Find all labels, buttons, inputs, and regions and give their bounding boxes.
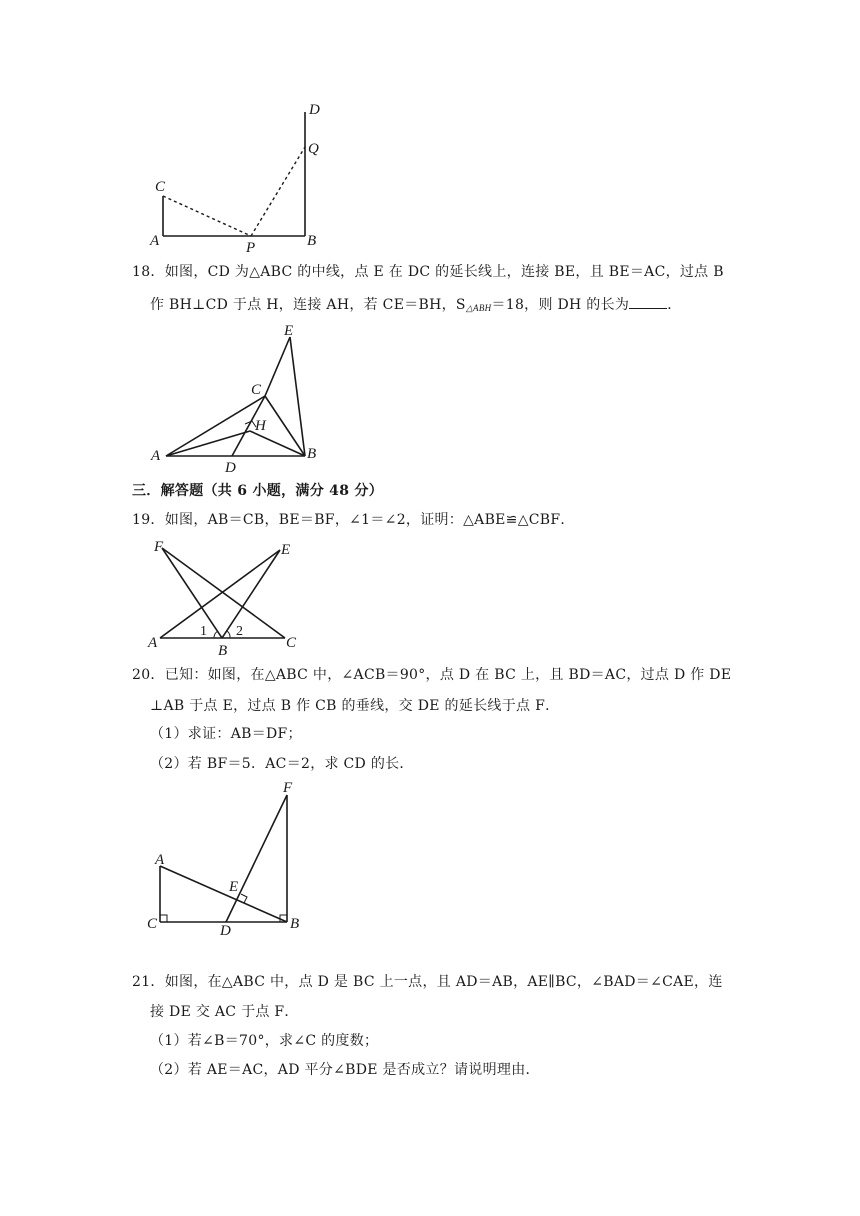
label-e: E bbox=[281, 542, 291, 558]
figure-q20 bbox=[140, 778, 315, 942]
q21-line4: （2）若 AE＝AC，AD 平分∠BDE 是否成立？请说明理由． bbox=[150, 1062, 540, 1078]
label-e: E bbox=[284, 323, 294, 339]
label-a: A bbox=[155, 852, 165, 868]
answer-blank bbox=[629, 294, 667, 309]
label-angle-1: 1 bbox=[200, 624, 207, 639]
segment-df bbox=[226, 795, 287, 922]
section-heading: 三．解答题（共 6 小题，满分 48 分） bbox=[132, 483, 384, 499]
label-a: A bbox=[150, 233, 160, 249]
label-f: F bbox=[154, 539, 164, 555]
q18-line2-end: ． bbox=[667, 297, 682, 313]
q21-line3: （1）若∠B＝70°，求∠C 的度数； bbox=[150, 1033, 379, 1049]
label-a: A bbox=[151, 448, 161, 464]
segment-eb bbox=[222, 550, 280, 638]
figure-q19-svg bbox=[140, 535, 315, 659]
segment-ae bbox=[160, 550, 280, 638]
q21-line1: 21．如图，在△ABC 中，点 D 是 BC 上一点，且 AD＝AB，AE∥BC，∠BAD＝∠CAE，连 bbox=[132, 974, 723, 990]
label-e: E bbox=[229, 879, 239, 895]
segment-fb bbox=[162, 548, 222, 638]
angle-2-arc bbox=[227, 631, 230, 638]
segment-ab bbox=[160, 866, 287, 922]
q20-line3: （1）求证：AB＝DF； bbox=[150, 726, 302, 742]
q18-line2-b: ＝18，则 DH 的长为 bbox=[491, 297, 630, 313]
label-c: C bbox=[147, 916, 158, 932]
label-d: D bbox=[220, 923, 231, 939]
right-angle-c bbox=[160, 915, 167, 922]
q20-line4: （2）若 BF＝5．AC＝2，求 CD 的长． bbox=[150, 756, 414, 772]
label-c: C bbox=[251, 382, 262, 398]
q21-line2: 接 DE 交 AC 于点 F． bbox=[150, 1004, 299, 1020]
segment-ac bbox=[166, 396, 265, 456]
label-q: Q bbox=[308, 141, 319, 157]
label-c: C bbox=[286, 635, 297, 651]
figure-q19 bbox=[140, 535, 315, 659]
label-b: B bbox=[307, 233, 317, 249]
segment-pq-dashed bbox=[251, 147, 305, 236]
segment-ce bbox=[265, 337, 290, 396]
figure-q18-svg bbox=[140, 320, 340, 475]
q18-line1: 18．如图，CD 为△ABC 的中线，点 E 在 DC 的延长线上，连接 BE，且 BE＝AC，过点 B bbox=[132, 264, 724, 280]
label-c: C bbox=[155, 179, 166, 195]
q18-line2 bbox=[150, 294, 682, 318]
label-d: D bbox=[309, 102, 320, 118]
figure-q17 bbox=[140, 95, 340, 259]
label-p: P bbox=[246, 240, 256, 256]
label-b: B bbox=[307, 446, 317, 462]
label-f: F bbox=[283, 780, 293, 796]
label-h: H bbox=[255, 418, 266, 434]
q20-line2: ⊥AB 于点 E，过点 B 作 CB 的垂线，交 DE 的延长线于点 F． bbox=[150, 698, 560, 714]
q20-line1: 20．已知：如图，在△ABC 中，∠ACB＝90°，点 D 在 BC 上，且 BD＝AC，过点 D 作 DE bbox=[132, 667, 732, 683]
figure-q17-svg bbox=[140, 95, 340, 255]
figure-q18 bbox=[140, 320, 340, 479]
label-d: D bbox=[225, 460, 236, 476]
q18-line2-a: 作 BH⊥CD 于点 H，连接 AH，若 CE＝BH，S bbox=[150, 297, 466, 313]
segment-ah bbox=[166, 431, 250, 456]
figure-q20-svg bbox=[140, 778, 315, 938]
segment-cp-dashed bbox=[163, 196, 251, 236]
label-b: B bbox=[218, 643, 228, 659]
label-angle-2: 2 bbox=[236, 624, 243, 639]
segment-fc bbox=[162, 548, 285, 638]
q18-line2-sub: △ABH bbox=[465, 303, 492, 313]
label-b: B bbox=[290, 916, 300, 932]
q19-line1: 19．如图，AB＝CB，BE＝BF，∠1＝∠2，证明：△ABE≌△CBF． bbox=[132, 512, 575, 528]
label-a: A bbox=[148, 635, 158, 651]
